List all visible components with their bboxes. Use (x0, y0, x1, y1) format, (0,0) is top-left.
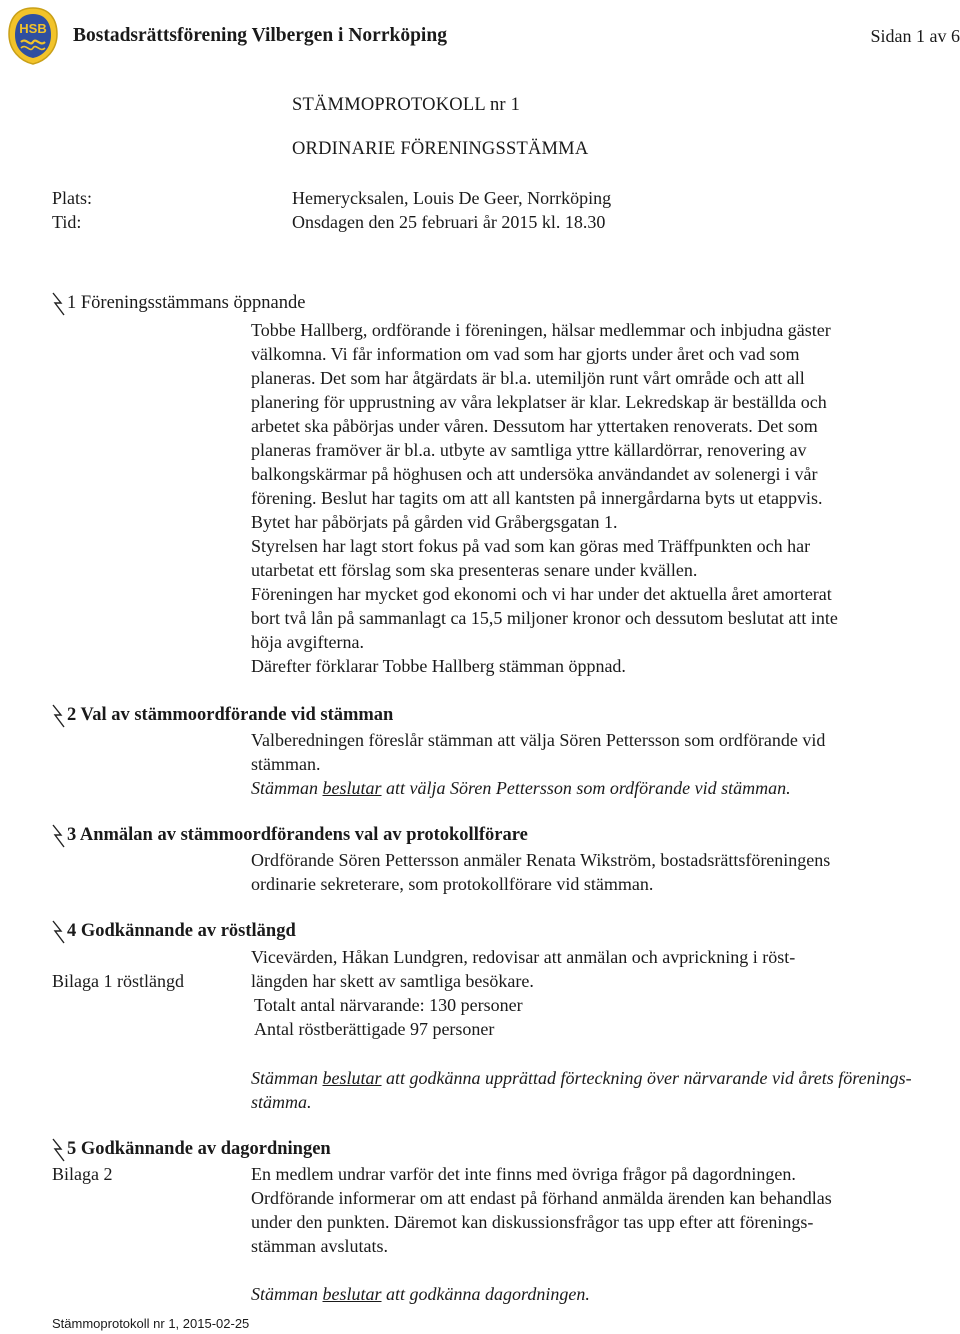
decision-line (251, 1066, 947, 1090)
section-4-title: 4 Godkännande av röstlängd (67, 921, 296, 941)
section-2-body (251, 728, 947, 800)
text-line: Föreningen har mycket god ekonomi och vi har under det aktuella året amorterat (251, 584, 832, 604)
decision-verb: beslutar (322, 1068, 382, 1088)
hsb-logo-icon (6, 6, 60, 66)
document-subtitle: ORDINARIE FÖRENINGSSTÄMMA (292, 139, 589, 159)
organization-name: Bostadsrättsförening Vilbergen i Norrköping (73, 25, 447, 46)
section-3-body (251, 848, 947, 896)
section-mark-icon (52, 1137, 66, 1163)
text-line: höja avgifterna. (251, 632, 364, 652)
text-line: utarbetat ett förslag som ska presenteras senare under kvällen. (251, 560, 698, 580)
page-footer: Stämmoprotokoll nr 1, 2015-02-25 (52, 1316, 250, 1331)
decision-text: att godkänna dagordningen. (386, 1284, 590, 1304)
text-line: planeras framöver är bl.a. utbyte av samtliga yttre källardörrar, renovering av (251, 440, 807, 460)
voting-count: Antal röstberättigade 97 personer (254, 1019, 495, 1039)
text-line: Tobbe Hallberg, ordförande i föreningen, hälsar medlemmar och inbjudna gäster (251, 320, 831, 340)
text-line: Valberedningen föreslår stämman att välja Sören Pettersson som ordförande vid (251, 730, 826, 750)
text-line: stämman avslutats. (251, 1236, 388, 1256)
decision-verb: beslutar (322, 778, 382, 798)
section-mark-icon (52, 823, 66, 849)
section-1-body (251, 318, 947, 678)
section-mark-icon (52, 703, 66, 729)
text-line: En medlem undrar varför det inte finns med övriga frågor på dagordningen. (251, 1164, 796, 1184)
attachment-reference: Bilaga 1 röstlängd (52, 971, 184, 991)
decision-text: att godkänna upprättad förteckning över närvarande vid årets förenings- (386, 1068, 912, 1088)
text-line: längden har skett av samtliga besökare. (251, 971, 534, 991)
attachment-reference: Bilaga 2 (52, 1164, 113, 1184)
text-line: Ordförande informerar om att endast på förhand anmälda ärenden kan behandlas (251, 1188, 832, 1208)
place-label: Plats: (52, 188, 93, 208)
text-line: ordinarie sekreterare, som protokollförare vid stämman. (251, 874, 654, 894)
time-value: Onsdagen den 25 februari år 2015 kl. 18.30 (292, 212, 606, 232)
decision-subject: Stämman (251, 778, 318, 798)
text-line: Styrelsen har lagt stort fokus på vad som kan göras med Träffpunkten och har (251, 536, 811, 556)
text-line: Ordförande Sören Pettersson anmäler Renata Wikström, bostadsrättsföreningens (251, 850, 831, 870)
text-line: Vicevärden, Håkan Lundgren, redovisar att anmälan och avprickning i röst- (251, 947, 796, 967)
decision-verb: beslutar (322, 1284, 382, 1304)
text-line: välkomna. Vi får information om vad som har gjorts under året och vad som (251, 344, 800, 364)
total-present: Totalt antal närvarande: 130 personer (254, 995, 523, 1015)
decision-text: att välja Sören Pettersson som ordförande vid stämman. (386, 778, 791, 798)
section-mark-icon (52, 291, 66, 317)
text-line: planeras. Det som har åtgärdats är bl.a. utemiljön runt vårt område och att all (251, 368, 805, 388)
decision-subject: Stämman (251, 1284, 318, 1304)
section-1-title: 1 Föreningsstämmans öppnande (67, 293, 306, 313)
decision-subject: Stämman (251, 1068, 318, 1088)
section-5-decision (251, 1282, 947, 1306)
section-5-body (251, 1162, 947, 1258)
svg-text:HSB: HSB (19, 21, 47, 36)
text-line: balkongskärmar på höghusen och att undersöka användandet av solenergi i vår (251, 464, 818, 484)
decision-line (251, 1282, 947, 1306)
text-line: förening. Beslut har tagits om att all kantsten på innergårdarna byts ut etappvis. (251, 488, 823, 508)
document-title: STÄMMOPROTOKOLL nr 1 (292, 95, 521, 115)
text-line: planering för upprustning av våra lekplatser är klar. Lekredskap är beställda och (251, 392, 827, 412)
text-line: Därefter förklarar Tobbe Hallberg stämman öppnad. (251, 656, 626, 676)
section-5-title: 5 Godkännande av dagordningen (67, 1139, 331, 1159)
page-indicator: Sidan 1 av 6 (870, 26, 960, 46)
decision-line: stämma. (251, 1092, 312, 1112)
text-line: arbetet ska påbörjas under våren. Dessutom har yttertaken renoverats. Det som (251, 416, 818, 436)
section-mark-icon (52, 919, 66, 945)
section-4-decision (251, 1066, 947, 1114)
time-label: Tid: (52, 212, 82, 232)
text-line: Bytet har påbörjats på gården vid Gråbergsgatan 1. (251, 512, 618, 532)
section-4-body (251, 945, 947, 1041)
section-2-title: 2 Val av stämmoordförande vid stämman (67, 705, 394, 725)
text-line: bort två lån på sammanlagt ca 15,5 miljoner kronor och dessutom beslutat att inte (251, 608, 838, 628)
text-line: stämman. (251, 754, 321, 774)
place-value: Hemerycksalen, Louis De Geer, Norrköping (292, 188, 612, 208)
text-line: under den punkten. Däremot kan diskussionsfrågor tas upp efter att förenings- (251, 1212, 814, 1232)
decision-line (251, 776, 947, 800)
section-3-title: 3 Anmälan av stämmoordförandens val av protokollförare (67, 825, 528, 845)
